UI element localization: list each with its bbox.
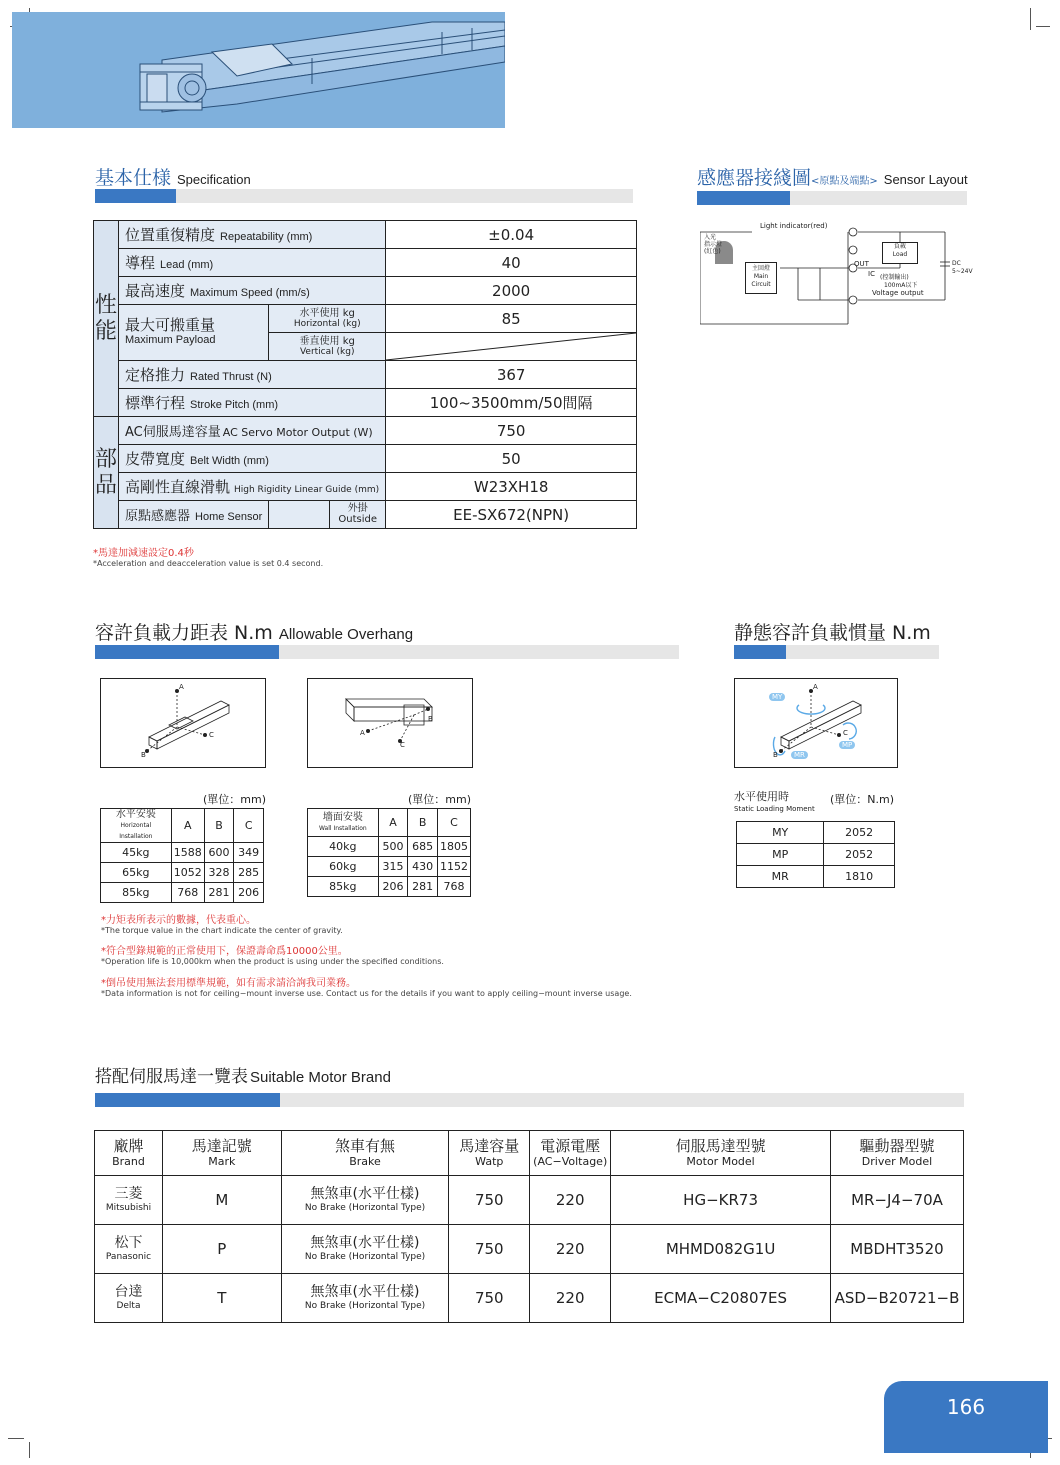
brake-en: No Brake (Horizontal Type) (304, 1300, 426, 1311)
cell-brand (95, 1176, 163, 1225)
crop-mark (1030, 8, 1031, 30)
brake-zh: 無煞車(水平仕樣) (310, 1185, 420, 1202)
motor-table (94, 1130, 964, 1323)
note-en: *The torque value in the chart indicate the center of gravity. (101, 926, 343, 935)
cell: 430 (408, 857, 438, 877)
light-indicator-label: Light indicator(red) (760, 222, 828, 230)
wall-installation-diagram (307, 678, 473, 768)
overhang-note-2 (101, 942, 444, 966)
crop-mark (8, 1438, 24, 1439)
spec-table (93, 220, 637, 529)
spec-label-en: AC Servo Motor Output (W) (222, 426, 373, 439)
cell: 328 (204, 863, 234, 883)
note-en: *Operation life is 10,000km when the product is using under the specified conditions. (101, 957, 444, 966)
spec-label-en: Stroke Pitch (mm) (190, 399, 279, 411)
cell-brake (281, 1176, 449, 1225)
payload-vertical-en: Vertical (kg) (299, 346, 355, 357)
header-c: C (437, 809, 470, 837)
spec-title-bar (95, 189, 633, 203)
spec-row (94, 445, 637, 473)
header-c: C (234, 809, 264, 843)
cell: 600 (204, 843, 234, 863)
cell: 281 (408, 877, 438, 897)
sensor-sub-label (269, 501, 386, 529)
spec-value: 750 (386, 417, 637, 445)
spec-label-zh: 位置重復精度 (125, 226, 216, 244)
cell-mark: M (162, 1176, 281, 1225)
spec-row (94, 361, 637, 389)
cell: MR (737, 866, 824, 888)
header-zh: 馬達記號 (191, 1137, 252, 1155)
spec-value: ±0.04 (386, 221, 637, 249)
static-moment-title-zh: 静態容許負載慣量 N.m (734, 622, 931, 644)
spec-label-zh: 標準行程 (125, 394, 186, 412)
header-en: Driver Model (861, 1155, 933, 1168)
header-en: (AC−Voltage) (533, 1155, 608, 1168)
spec-label (119, 389, 386, 417)
spec-label-en: Rated Thrust (N) (190, 371, 272, 383)
spec-label (119, 445, 386, 473)
horizontal-installation-diagram (100, 678, 266, 768)
cell-mark: T (162, 1274, 281, 1323)
table-row (101, 843, 264, 863)
cell-motor-model: HG−KR73 (611, 1176, 831, 1225)
motor-row-mitsubishi (95, 1176, 964, 1225)
motor-title (95, 1062, 391, 1087)
spec-label-zh: 皮帶寬度 (125, 450, 186, 468)
header-driver-model (830, 1131, 963, 1176)
spec-label-zh: AC伺服馬達容量 (125, 425, 221, 440)
control-output-value: 100mA以下 (884, 282, 918, 289)
brake-en: No Brake (Horizontal Type) (304, 1202, 426, 1213)
cell: 2052 (824, 844, 895, 866)
spec-label (119, 361, 386, 389)
payload-horizontal-value: 85 (386, 305, 637, 333)
horizontal-overhang-table (100, 808, 264, 903)
page-number (884, 1381, 1048, 1453)
out-label: OUT (854, 260, 869, 268)
badge-my: MY (769, 693, 785, 701)
cell: 85kg (101, 883, 172, 903)
sensor-title-bar (697, 191, 967, 205)
spec-row (94, 389, 637, 417)
header-en: Mark (208, 1155, 236, 1168)
header-zh: 墻面安裝 (322, 811, 363, 823)
header-en: Horizontal Installation (119, 822, 153, 840)
label-c: C (843, 729, 848, 737)
spec-value: 50 (386, 445, 637, 473)
spec-row-payload (94, 305, 637, 333)
note-en: *Data information is not for ceiling−mount inverse use. Contact us for the details if you want to apply ceiling−mount inverse usage. (101, 989, 632, 998)
header-zh: 驅動器型號 (859, 1137, 935, 1155)
sensor-title-en: Sensor Layout (883, 172, 968, 187)
header-b: B (408, 809, 438, 837)
overhang-title-zh: 容許負載力距表 N.m (95, 622, 273, 644)
note-zh: *符合型錄規範的正常使用下，保證壽命爲10000公里。 (101, 946, 348, 957)
spec-label-zh: 最高速度 (125, 282, 186, 300)
sensor-sub-en: Outside (338, 514, 378, 525)
main-circuit-zh: 主回燈 (751, 265, 770, 272)
label-a: A (813, 683, 818, 691)
label-a: A (179, 683, 184, 691)
motor-table-header (95, 1131, 964, 1176)
cell: 349 (234, 843, 264, 863)
spec-title-zh: 基本仕様 (95, 167, 172, 189)
payload-horizontal-en: Horizontal (kg) (293, 318, 361, 329)
spec-label-en: Lead (mm) (160, 259, 214, 271)
overhang-note-1 (101, 911, 343, 935)
header-zh: 馬達容量 (459, 1137, 520, 1155)
horizontal-diagram-art (101, 679, 265, 767)
label-c: C (209, 731, 214, 739)
table-row (737, 844, 895, 866)
cell-brand (95, 1274, 163, 1323)
spec-value: 367 (386, 361, 637, 389)
label-b: B (141, 751, 146, 759)
cell: 206 (234, 883, 264, 903)
sensor-layout-title (697, 163, 968, 190)
static-moment-art (735, 679, 897, 767)
note-zh: *倒吊使用無法套用標準規範，如有需求請洽詢我司業務。 (101, 978, 356, 989)
sensor-label (119, 501, 269, 529)
sensor-title-zh: 感應器接綫圖 (697, 167, 812, 189)
sensor-title-sub: <原點及端點> (811, 176, 878, 187)
cell-voltage: 220 (530, 1176, 611, 1225)
cell-brake (281, 1225, 449, 1274)
spec-row (94, 277, 637, 305)
cell: 2052 (824, 822, 895, 844)
header-mark (162, 1131, 281, 1176)
diagonal-slash (386, 333, 636, 360)
table-row (737, 866, 895, 888)
sensor-wiring-diagram (700, 220, 990, 328)
header-en: Brand (112, 1155, 145, 1168)
cell: 1810 (824, 866, 895, 888)
brake-zh: 無煞車(水平仕樣) (310, 1234, 420, 1251)
table-header (101, 809, 264, 843)
wall-diagram-art (308, 679, 472, 767)
cell: 768 (437, 877, 470, 897)
payload-label (119, 305, 269, 361)
spec-row (94, 249, 637, 277)
spec-row (94, 417, 637, 445)
load-zh: 負載 (893, 243, 906, 250)
note-zh: *力矩表所表示的數據，代表重心。 (101, 915, 256, 926)
sensor-label-en: Home Sensor (195, 511, 263, 523)
spec-title-en: Specification (177, 172, 251, 187)
cell-watt: 750 (449, 1176, 530, 1225)
payload-label-en: Maximum Payload (125, 333, 216, 346)
spec-label-en: Maximum Speed (mm/s) (190, 287, 310, 299)
ic-label: IC (868, 270, 875, 278)
load-en: Load (892, 251, 908, 258)
spec-row (94, 221, 637, 249)
cell-driver-model: MR−J4−70A (830, 1176, 963, 1225)
table-row (308, 857, 471, 877)
spec-value: W23XH18 (386, 473, 637, 501)
brand-en: Panasonic (105, 1251, 152, 1262)
cell: 1052 (171, 863, 204, 883)
spec-note (93, 544, 323, 568)
spec-value: 40 (386, 249, 637, 277)
static-moment-head-zh: 水平使用時 (734, 790, 789, 803)
spec-label-zh: 定格推力 (125, 366, 186, 384)
payload-horizontal-zh: 水平使用 kg (299, 307, 355, 319)
table-row (101, 883, 264, 903)
header-brake (281, 1131, 449, 1176)
cell: MY (737, 822, 824, 844)
table-row (308, 877, 471, 897)
header-zh: 伺服馬達型號 (675, 1137, 766, 1155)
spec-value: EE-SX672(NPN) (386, 501, 637, 529)
overhang-title (95, 618, 413, 645)
header-a: A (171, 809, 204, 843)
header-a: A (378, 809, 408, 837)
cell: 1805 (437, 837, 470, 857)
table-header (308, 809, 471, 837)
overhang-unit-horizontal: (單位：mm) (203, 793, 267, 806)
static-moment-diagram (734, 678, 898, 768)
cell: 65kg (101, 863, 172, 883)
sensor-label-zh: 原點感應器 (125, 509, 191, 524)
cell: 85kg (308, 877, 379, 897)
label-a: A (360, 729, 365, 737)
header-b: B (204, 809, 234, 843)
overhang-note-3 (101, 974, 632, 998)
header-zh: 電源電壓 (540, 1137, 601, 1155)
brand-zh: 三菱 (114, 1185, 143, 1202)
cell: 45kg (101, 843, 172, 863)
badge-mr: MR (791, 751, 808, 759)
spec-value: 100~3500mm/50間隔 (386, 389, 637, 417)
spec-label (119, 221, 386, 249)
static-moment-unit: (單位：N.m) (830, 793, 895, 806)
cell: MP (737, 844, 824, 866)
cell: 281 (204, 883, 234, 903)
sensor-sub-zh: 外掛 (347, 503, 368, 514)
payload-horizontal-label (269, 305, 386, 333)
payload-vertical-zh: 垂直使用 kg (299, 335, 355, 347)
spec-title (95, 163, 251, 190)
brand-en: Mitsubishi (105, 1202, 152, 1213)
cell: 40kg (308, 837, 379, 857)
wiring-lines (700, 220, 990, 328)
cell-watt: 750 (449, 1274, 530, 1323)
brake-en: No Brake (Horizontal Type) (304, 1251, 426, 1262)
header-zh: 廠牌 (113, 1137, 144, 1155)
header-motor-model (611, 1131, 831, 1176)
brand-zh: 松下 (114, 1234, 143, 1251)
badge-mp: MP (839, 741, 855, 749)
lamp-label: 入光 指示燈 (紅色) (704, 234, 723, 255)
dc-voltage-label: DC 5~24V (952, 260, 973, 275)
spec-label-en: Belt Width (mm) (190, 455, 269, 467)
product-banner (12, 12, 505, 128)
header-watt (449, 1131, 530, 1176)
header-voltage (530, 1131, 611, 1176)
header-brand (95, 1131, 163, 1176)
group-parts (94, 417, 119, 529)
cell: 1152 (437, 857, 470, 877)
payload-vertical-value-na (386, 333, 637, 361)
group-performance-label: 性能 (94, 292, 117, 344)
linear-actuator-illustration (12, 12, 505, 128)
spec-label (119, 277, 386, 305)
control-output-label: (控制輸出) (880, 274, 909, 281)
main-circuit-en: Main Circuit (751, 273, 771, 288)
cell: 285 (234, 863, 264, 883)
header-horizontal (101, 809, 172, 843)
header-en: Motor Model (686, 1155, 755, 1168)
payload-vertical-label (269, 333, 386, 361)
cell-voltage: 220 (530, 1274, 611, 1323)
static-moment-table (736, 821, 895, 888)
payload-label-zh: 最大可搬重量 (125, 315, 216, 334)
overhang-title-bar (95, 645, 679, 659)
crop-mark (1036, 26, 1050, 27)
overhang-title-en: Allowable Overhang (278, 626, 414, 643)
table-row (308, 837, 471, 857)
spec-label-en: High Rigidity Linear Guide (mm) (234, 485, 380, 495)
static-moment-title-bar (734, 645, 939, 659)
cell-motor-model: ECMA−C20807ES (611, 1274, 831, 1323)
cell-mark: P (162, 1225, 281, 1274)
spec-row (94, 473, 637, 501)
header-en: Wall Installation (319, 824, 367, 832)
spec-note-en: *Acceleration and deacceleration value is set 0.4 second. (93, 559, 324, 568)
main-circuit-box (745, 262, 777, 294)
load-box (882, 242, 918, 264)
page-number-label: 166 (946, 1395, 986, 1419)
cell: 206 (378, 877, 408, 897)
motor-title-en: Suitable Motor Brand (250, 1069, 391, 1086)
spec-row-sensor (94, 501, 637, 529)
header-zh: 煞車有無 (335, 1137, 396, 1155)
cell-voltage: 220 (530, 1225, 611, 1274)
static-moment-head (734, 791, 815, 815)
spec-label-zh: 高剛性直線滑軌 (125, 478, 231, 496)
cell-brand (95, 1225, 163, 1274)
cell-watt: 750 (449, 1225, 530, 1274)
cell-driver-model: MBDHT3520 (830, 1225, 963, 1274)
group-performance (94, 221, 119, 417)
cell: 315 (378, 857, 408, 877)
group-parts-label: 部品 (94, 446, 117, 498)
wall-overhang-table (307, 808, 471, 897)
cell-brake (281, 1274, 449, 1323)
label-c: C (400, 741, 405, 749)
spec-label (119, 473, 386, 501)
brand-en: Delta (116, 1300, 141, 1311)
header-en: Brake (349, 1155, 381, 1168)
spec-label-en: Repeatability (mm) (220, 231, 313, 243)
static-moment-title (734, 618, 931, 645)
spec-label (119, 249, 386, 277)
table-row (737, 822, 895, 844)
header-zh: 水平安裝 (115, 809, 156, 820)
cell: 1588 (171, 843, 204, 863)
cell: 500 (378, 837, 408, 857)
overhang-unit-wall: (單位：mm) (408, 793, 472, 806)
label-b: B (773, 751, 778, 759)
header-en: Watp (475, 1155, 504, 1168)
spec-value: 2000 (386, 277, 637, 305)
motor-title-bar (95, 1093, 964, 1107)
spec-label-zh: 導程 (125, 254, 156, 272)
spec-note-zh: *馬達加減速設定0.4秒 (93, 548, 194, 559)
brand-zh: 台達 (114, 1283, 143, 1300)
cell: 685 (408, 837, 438, 857)
spec-label (119, 417, 386, 445)
cell-driver-model: ASD−B20721−B (830, 1274, 963, 1323)
brake-zh: 無煞車(水平仕樣) (310, 1283, 420, 1300)
motor-row-delta (95, 1274, 964, 1323)
label-b: B (428, 715, 433, 723)
cell: 768 (171, 883, 204, 903)
crop-mark (29, 1442, 30, 1458)
cell: 60kg (308, 857, 379, 877)
header-wall (308, 809, 379, 837)
static-moment-head-en: Static Loading Moment (734, 805, 815, 813)
motor-title-zh: 搭配伺服馬達一覽表 (95, 1067, 248, 1087)
cell-motor-model: MHMD082G1U (611, 1225, 831, 1274)
motor-row-panasonic (95, 1225, 964, 1274)
voltage-output-label: Voltage output (872, 289, 924, 297)
table-row (101, 863, 264, 883)
